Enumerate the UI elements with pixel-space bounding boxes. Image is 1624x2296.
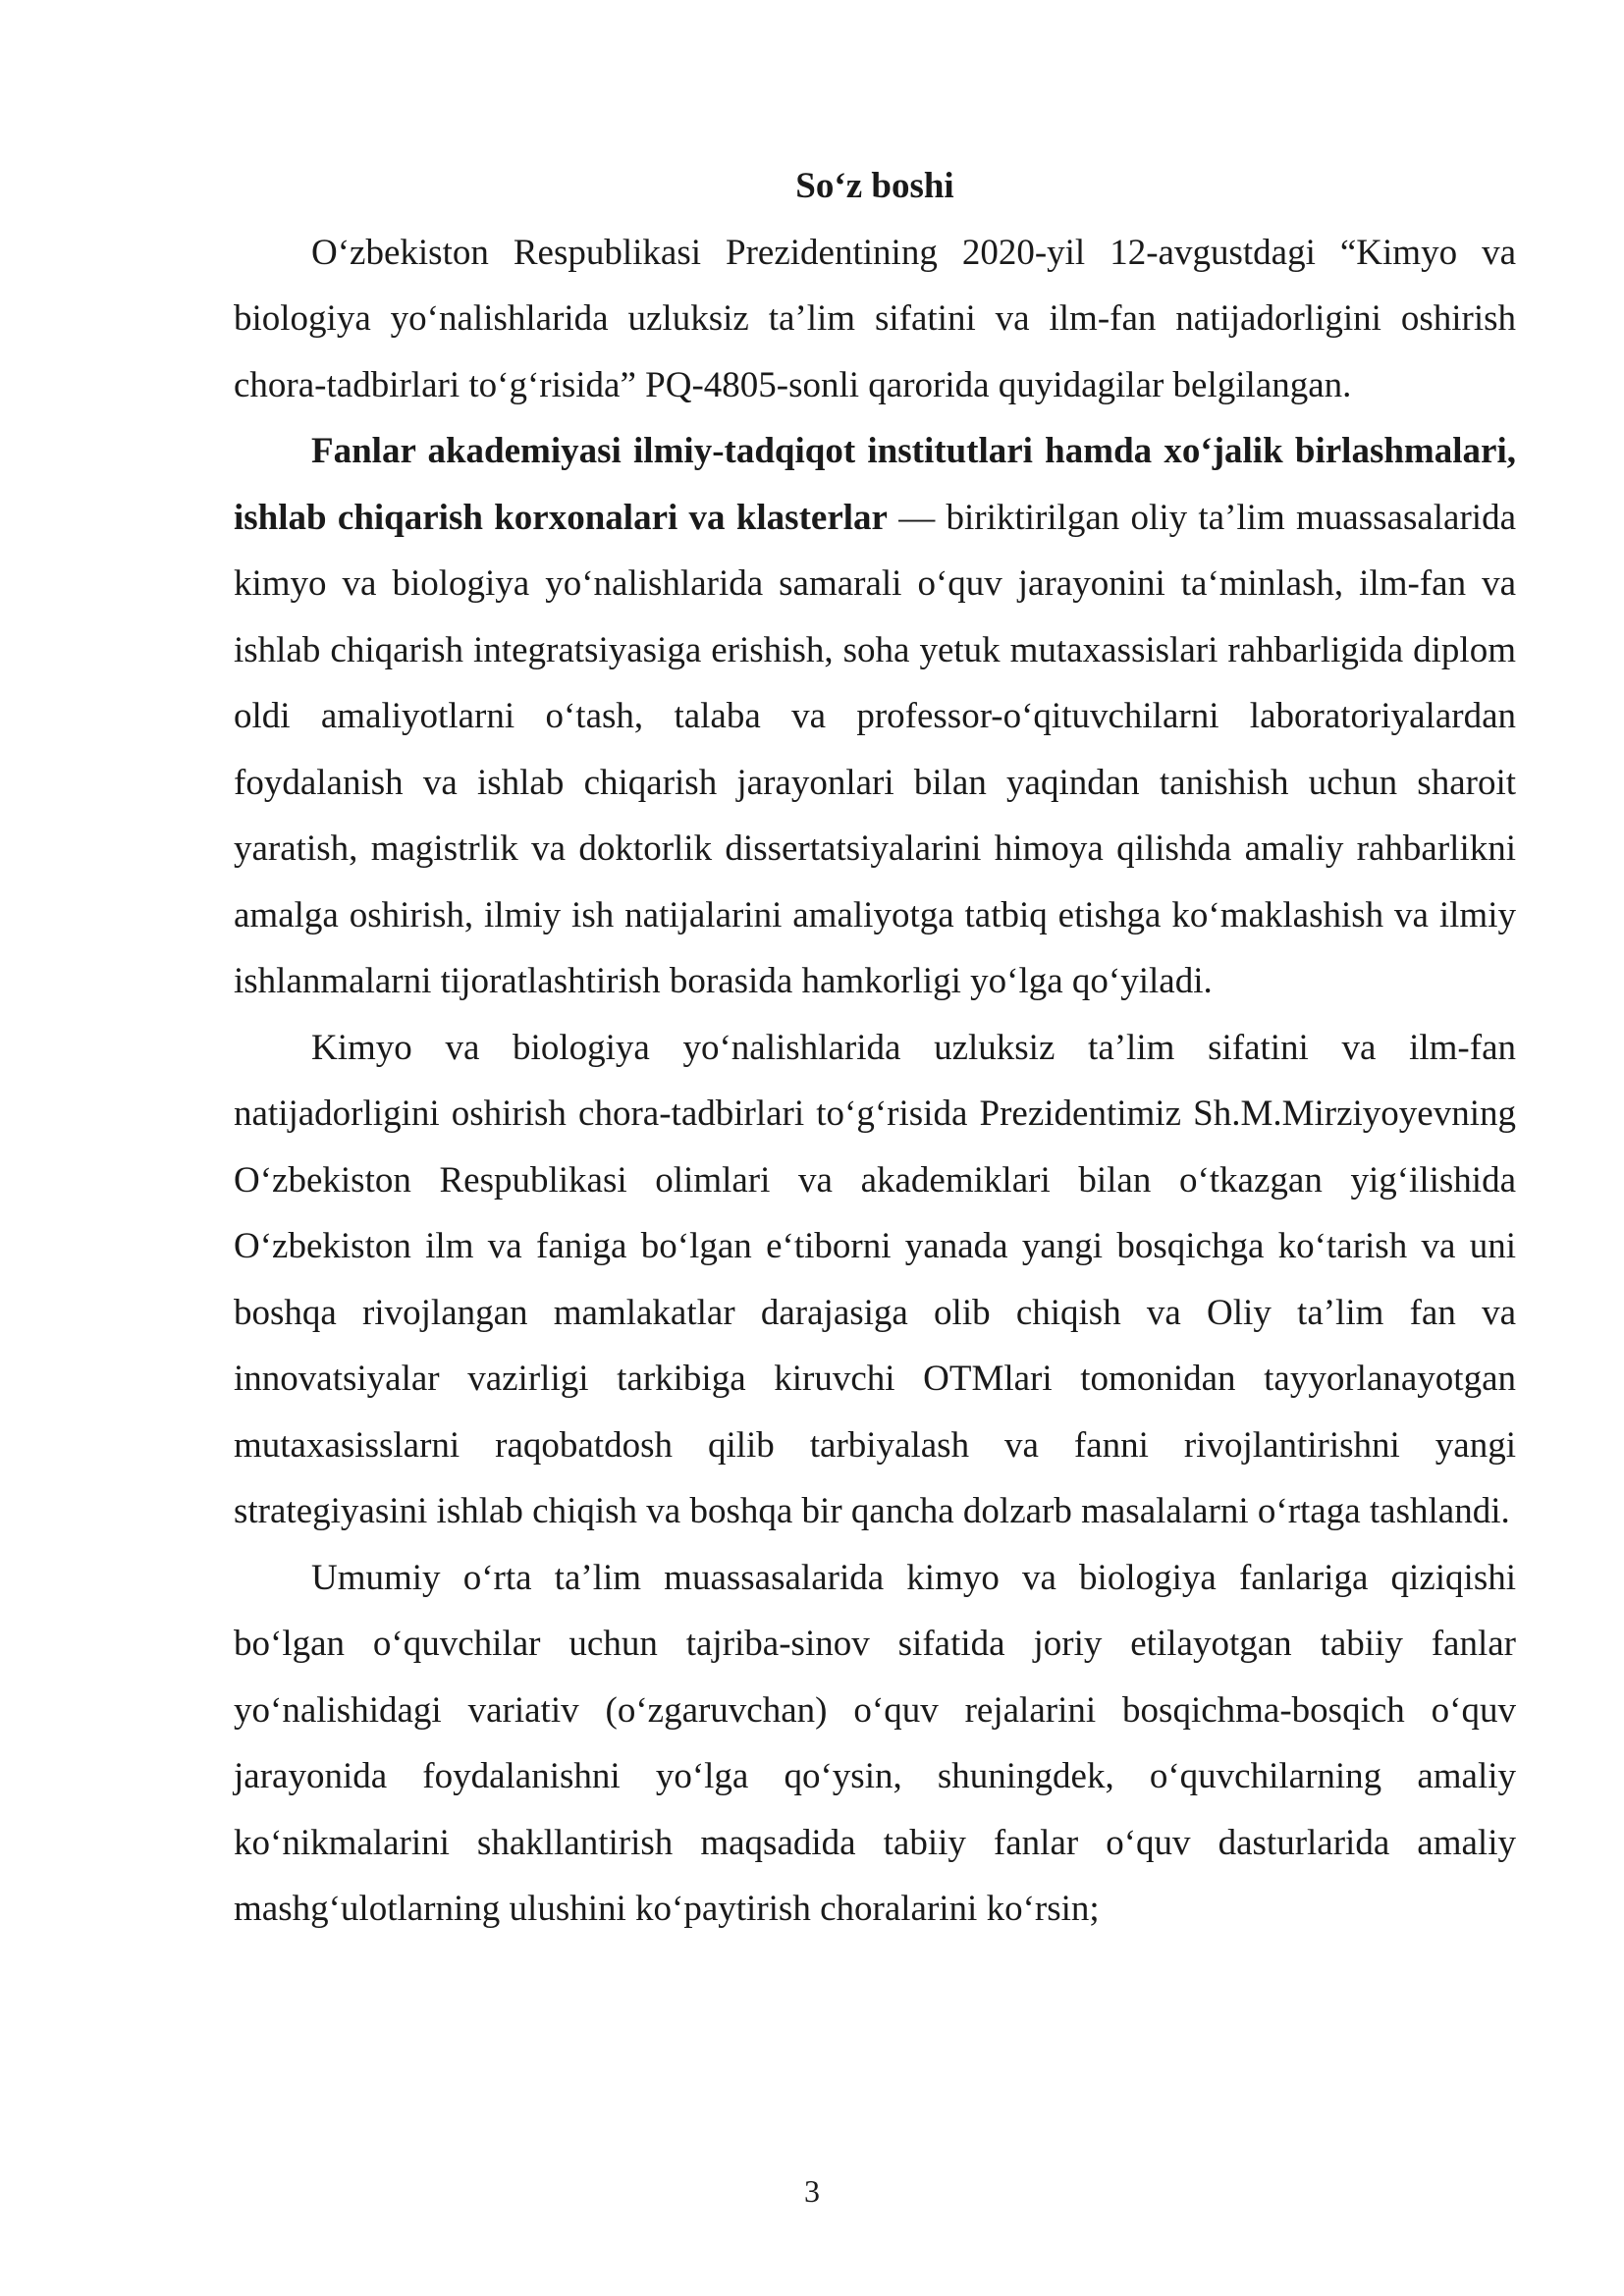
paragraph-text: O‘zbekiston Respublikasi Prezidentining 2020-yil 12-avgustdagi “Kimyo va biologiya yo‘nalishlarida uzluksiz ta’lim sifatini va ilm-fan natijadorligini oshirish chora-tadbirlari to‘g‘risida” PQ-4805-sonli qarorida quyidagilar belgilangan. — [234, 232, 1516, 405]
page-number: 3 — [804, 2173, 820, 2209]
paragraph-text: — biriktirilgan oliy ta’lim muassasalarida kimyo va biologiya yo‘nalishlarida samarali o‘quv jarayonini ta‘minlash, ilm-fan va ishlab chiqarish integratsiyasiga erishish, soha yetuk mutaxassislari rahbarligida diplom oldi amaliyotlarni o‘tash, talaba va professor-o‘qituvchilarni laboratoriyalardan foydalanish va ishlab chiqarish jarayonlari bilan yaqindan tanishish uchun sharoit yaratish, magistrlik va doktorlik dissertatsiyalarini himoya qilishda amaliy rahbarlikni amalga oshirish, ilmiy ish natijalarini amaliyotga tatbiq etishga ko‘maklashish va ilmiy ishlanmalarni tijoratlashtirish borasida hamkorligi yo‘lga qo‘yiladi. — [234, 497, 1516, 1001]
document-page — [234, 153, 1516, 1943]
paragraph-academy — [234, 418, 1516, 1015]
paragraph-general-education — [234, 1545, 1516, 1943]
paragraph-text: Kimyo va biologiya yo‘nalishlarida uzluksiz ta’lim sifatini va ilm-fan natijadorligini oshirish chora-tadbirlari to‘g‘risida Prezidentimiz Sh.M.Mirziyoyevning O‘zbekiston Respublikasi olimlari va akademiklari bilan o‘tkazgan yig‘ilishida O‘zbekiston ilm va faniga bo‘lgan e‘tiborni yanada yangi bosqichga ko‘tarish va uni boshqa rivojlangan mamlakatlar darajasiga olib chiqish va Oliy ta’lim fan va innovatsiyalar vazirligi tarkibiga kiruvchi OTMlari tomonidan tayyorlanayotgan mutaxasisslarni raqobatdosh qilib tarbiyalash va fanni rivojlantirishni yangi strategiyasini ishlab chiqish va boshqa bir qancha dolzarb masalalarni o‘rtaga tashlandi. — [234, 1027, 1516, 1531]
paragraph-text: Umumiy o‘rta ta’lim muassasalarida kimyo va biologiya fanlariga qiziqishi bo‘lgan o‘quvchilar uchun tajriba-sinov sifatida joriy etilayotgan tabiiy fanlar yo‘nalishidagi variativ (o‘zgaruvchan) o‘quv rejalarini bosqichma-bosqich o‘quv jarayonida foydalanishni yo‘lga qo‘ysin, shuningdek, o‘quvchilarning amaliy ko‘nikmalarini shakllantirish maqsadida tabiiy fanlar o‘quv dasturlarida amaliy mashg‘ulotlarning ulushini ko‘paytirish choralarini ko‘rsin; — [234, 1557, 1516, 1929]
paragraph-bold-lead: Fanlar akademiyasi ilmiy-tadqiqot institutlari hamda xo‘jalik birlashmalari, ishlab chiqarish korxonalari va klasterlar — [234, 431, 1516, 538]
paragraph-president-meeting — [234, 1015, 1516, 1545]
paragraph-decree-intro — [234, 220, 1516, 419]
document-title: So‘z boshi — [795, 166, 954, 206]
